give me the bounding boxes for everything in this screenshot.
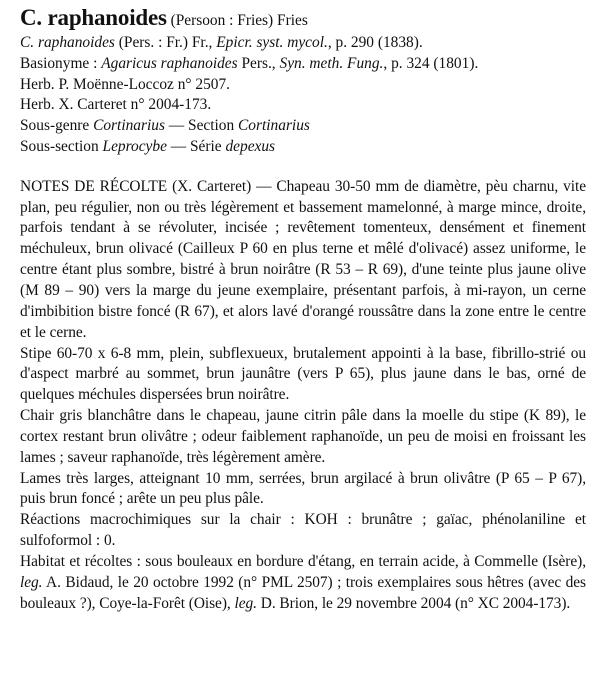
citation-abbr: C. raphanoides xyxy=(20,34,115,51)
species-title xyxy=(20,6,586,33)
species-name: C. raphanoides xyxy=(20,5,167,30)
basionym-label: Basionyme : xyxy=(20,54,102,72)
notes-cap-paragraph: NOTES DE RÉCOLTE (X. Carteret) — Chapeau 30-50 mm de diamètre, pèu charnu, vite plan, peu régulier, non ou très légèrement et bassement mamelonné, à marge mince, droite, parfois tendant à se révoluter, incisée ; revêtement tomenteux, densément et finement méchuleux, brun olivacé (Cailleux P 60 en plus terne et mêlé d'olivacé) assez uniforme, le centre étant plus sombre, bistré à brun noirâtre (R 53 – R 69), d'une teinte plus jaune olive (M 89 – 90) vers la marge du jeune exemplaire, présentant parfois, à mi-rayon, un cerne d'imbibition bistre foncé (R 67), et alors lavé d'orangé roussâtre dans la zone entre le centre et le cerne. xyxy=(20,177,586,341)
habitat-leg-1: leg. xyxy=(20,573,43,591)
notes-reactions-paragraph: Réactions macrochimiques sur la chair : KOH : brunâtre ; gaïac, phénolaniline et sulfoformol : 0. xyxy=(20,511,586,550)
notes-stipe-paragraph: Stipe 60-70 x 6-8 mm, plein, subflexueux, brutalement appointi à la base, fibrillo-strié ou d'aspect marbré au sommet, brun jaunâtre (vers P 65), plus jaune dans le bas, orné de quelques méchules dispersées brun noirâtre. xyxy=(20,344,586,404)
section-prefix: — Section xyxy=(164,117,239,135)
series-prefix: — Série xyxy=(166,137,226,155)
habitat-text-b: A. Bidaud, le 20 octobre 1992 (n° PML 2507) ; trois exemplaires sous hêtres (avec des bouleaux ?), Coye-la-Forêt (Oise), xyxy=(20,573,586,612)
habitat-text-a: Habitat et récoltes : sous bouleaux en bordure d'étang, en terrain acide, à Commelle (Isère), xyxy=(20,552,586,570)
herbarium-line-1: Herb. P. Moënne-Loccoz n° 2507. xyxy=(20,75,231,93)
subsection-prefix: Sous-section xyxy=(20,137,103,155)
basionym-tail: , p. 324 (1801). xyxy=(383,54,479,72)
basionym-mid: Pers., xyxy=(237,54,280,72)
basionym-work: Syn. meth. Fung. xyxy=(279,54,384,72)
notes-flesh-paragraph: Chair gris blanchâtre dans le chapeau, jaune citrin pâle dans la moelle du stipe (K 89), le cortex restant brun olivâtre ; odeur faiblement raphanoïde, un peu de moisi en froissant les lames ; saveur raphanoïde, très légèrement amère. xyxy=(20,407,586,466)
citation-line xyxy=(20,33,586,54)
subsection-line xyxy=(20,137,586,158)
subsection-name: Leprocybe xyxy=(102,137,167,155)
citation-tail: , p. 290 (1838). xyxy=(327,34,423,51)
habitat-text-c: D. Brion, le 29 novembre 2004 (n° XC 2004-173). xyxy=(256,594,571,612)
collection-notes xyxy=(20,177,586,615)
subgenus-line xyxy=(20,116,586,137)
species-header xyxy=(20,6,586,158)
habitat-leg-2: leg. xyxy=(234,594,257,612)
notes-habitat-paragraph xyxy=(20,552,586,615)
notes-gills-paragraph: Lames très larges, atteignant 10 mm, serrées, brun argilacé à brun olivâtre (P 65 – P 67), puis brun foncé ; arête un peu plus pâle. xyxy=(20,469,586,508)
series-name: depexus xyxy=(225,137,276,155)
citation-mid: (Pers. : Fr.) Fr., xyxy=(114,34,217,51)
section-name: Cortinarius xyxy=(238,117,310,135)
basionym-line xyxy=(20,54,586,75)
species-authority: (Persoon : Fries) Fries xyxy=(166,12,308,29)
basionym-name: Agaricus raphanoides xyxy=(101,54,238,72)
herbarium-line-2: Herb. X. Carteret n° 2004-173. xyxy=(20,96,212,114)
subgenus-prefix: Sous-genre xyxy=(20,117,94,135)
subgenus-name: Cortinarius xyxy=(93,117,165,135)
citation-work: Epicr. syst. mycol. xyxy=(216,34,328,51)
